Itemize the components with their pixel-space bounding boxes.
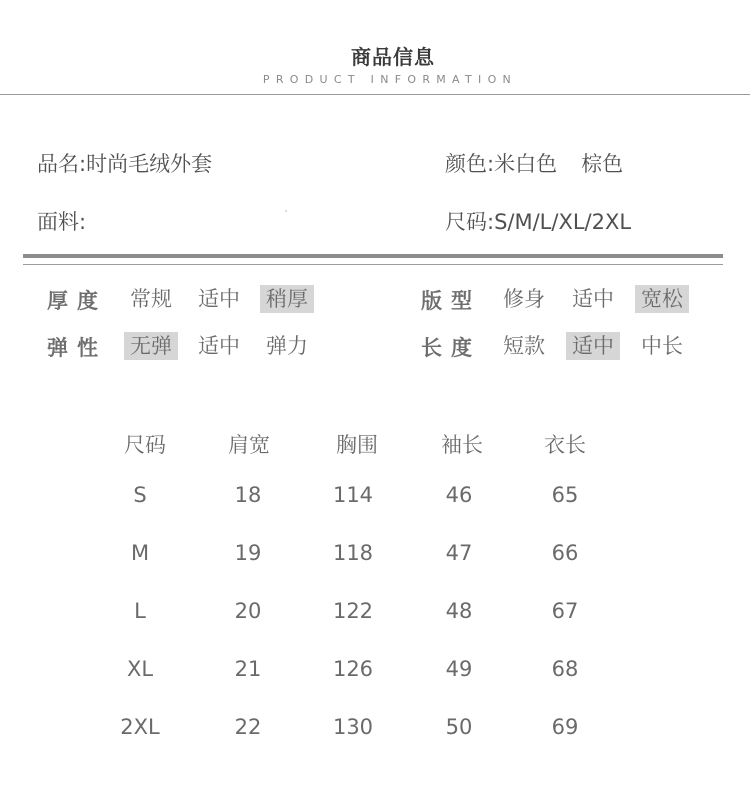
- size-table-cell: 46: [445, 483, 473, 507]
- size-table-cell: 49: [445, 657, 473, 681]
- product-color-label: 颜色:: [445, 152, 495, 176]
- attr-length-option-3: 中长: [641, 334, 683, 358]
- attr-length-option-1: 短款: [503, 334, 545, 358]
- size-table-cell: 47: [445, 541, 473, 565]
- size-table-cell: 68: [551, 657, 579, 681]
- size-table-header: 袖长: [441, 433, 483, 457]
- attr-fit-label: 版型: [421, 289, 481, 313]
- attr-fit: [0, 285, 750, 315]
- size-table-cell: 66: [551, 541, 579, 565]
- size-table-cell: XL: [126, 657, 154, 681]
- size-table-cell: M: [130, 541, 150, 565]
- thin-divider: [23, 264, 723, 265]
- product-name: [37, 148, 212, 178]
- product-fabric-label: 面料:: [37, 210, 87, 234]
- size-table-header: 肩宽: [228, 433, 270, 457]
- attr-thickness-option-3-selected: 稍厚: [260, 285, 314, 313]
- attr-thickness-option-1: 常规: [130, 287, 172, 311]
- size-table-cell: 65: [551, 483, 579, 507]
- size-table-cell: 50: [445, 715, 473, 739]
- section-title: 商品信息: [351, 45, 435, 69]
- size-table-cell: 126: [332, 657, 374, 681]
- section-subtitle: PRODUCT INFORMATION: [262, 73, 518, 86]
- product-size-value: S/M/L/XL/2XL: [494, 210, 632, 234]
- product-size: [445, 206, 631, 236]
- attr-elasticity-label: 弹性: [47, 336, 107, 360]
- size-table-cell: 21: [234, 657, 262, 681]
- size-table-header: 胸围: [336, 433, 378, 457]
- thick-divider: [23, 254, 723, 258]
- size-table-cell: S: [133, 483, 147, 507]
- size-table-cell: 22: [234, 715, 262, 739]
- attr-thickness-option-2: 适中: [198, 287, 240, 311]
- product-color: [445, 148, 623, 178]
- attr-length-option-2-selected: 适中: [566, 332, 620, 360]
- stray-dot: [285, 210, 287, 212]
- attr-length-label: 长度: [421, 336, 481, 360]
- size-table-cell: 69: [551, 715, 579, 739]
- size-table-cell: 122: [332, 599, 374, 623]
- attr-fit-option-1: 修身: [503, 287, 545, 311]
- product-color-value-2: 棕色: [581, 152, 624, 176]
- attr-elasticity-option-1-selected: 无弹: [124, 332, 178, 360]
- attr-elasticity-option-2: 适中: [198, 334, 240, 358]
- size-table-cell: 20: [234, 599, 262, 623]
- size-table-header: 尺码: [124, 433, 166, 457]
- size-table-cell: 19: [234, 541, 262, 565]
- size-table-cell: 114: [332, 483, 374, 507]
- product-size-label: 尺码:: [445, 210, 495, 234]
- attr-thickness-label: 厚度: [47, 289, 107, 313]
- product-color-value-1: 米白色: [494, 152, 558, 176]
- size-table-cell: 2XL: [120, 715, 160, 739]
- product-name-value: 时尚毛绒外套: [86, 152, 213, 176]
- product-name-label: 品名:: [37, 152, 87, 176]
- size-table-cell: 67: [551, 599, 579, 623]
- attr-fit-option-2: 适中: [572, 287, 614, 311]
- attr-elasticity-option-3: 弹力: [266, 334, 308, 358]
- product-fabric: [37, 206, 86, 236]
- attr-fit-option-3-selected: 宽松: [635, 285, 689, 313]
- size-table-cell: L: [134, 599, 146, 623]
- size-table-cell: 118: [332, 541, 374, 565]
- size-table-cell: 48: [445, 599, 473, 623]
- attr-length: [0, 332, 750, 362]
- size-table-header: 衣长: [544, 433, 586, 457]
- size-table-cell: 18: [234, 483, 262, 507]
- top-divider: [0, 94, 750, 95]
- size-table-cell: 130: [332, 715, 374, 739]
